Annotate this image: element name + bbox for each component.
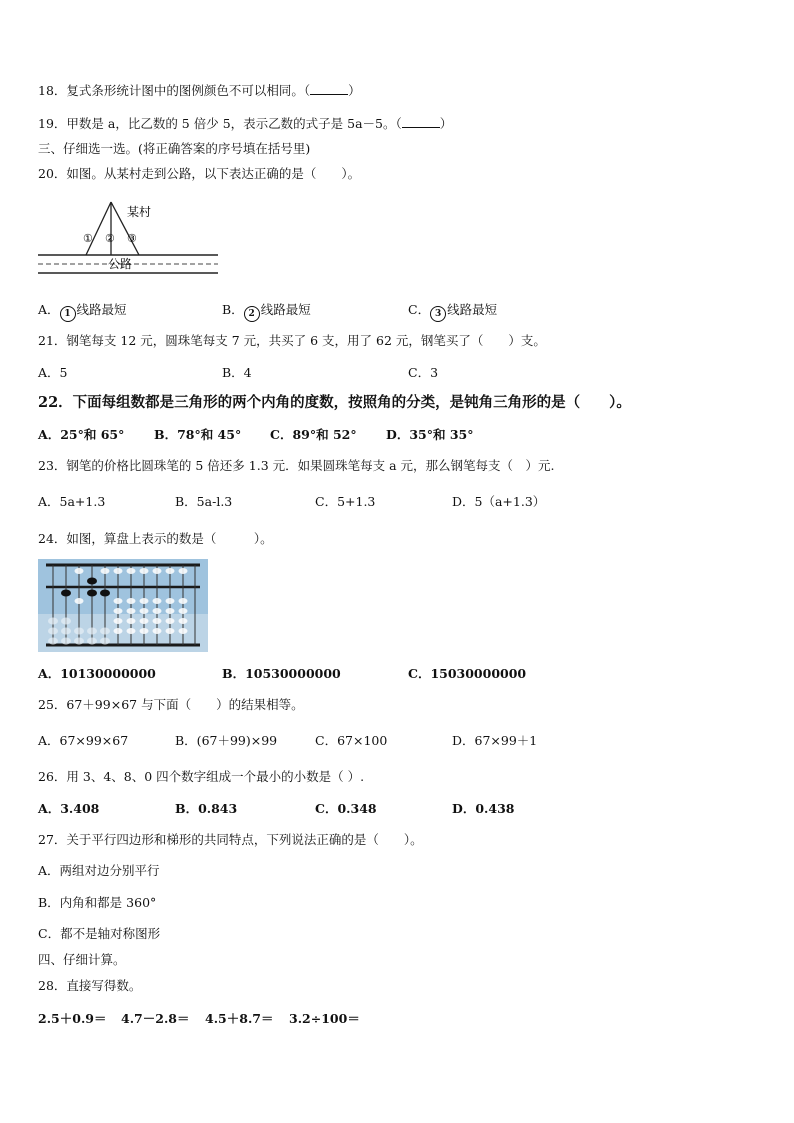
q20-option-a[interactable]: A． 1 线路最短 bbox=[38, 301, 127, 322]
q22-option-b[interactable]: B．78°和 45° bbox=[154, 427, 242, 442]
q22-option-c[interactable]: C．89°和 52° bbox=[270, 427, 357, 442]
section-3-heading: 三、仔细选一选。(将正确答案的序号填在括号里) bbox=[38, 141, 311, 156]
route-2-label: ② bbox=[105, 232, 115, 245]
q23-option-b[interactable]: B．5a-l.3 bbox=[175, 494, 233, 509]
question-19 bbox=[38, 115, 452, 133]
route-1-line bbox=[86, 202, 111, 255]
q27-option-a[interactable]: A．两组对边分别平行 bbox=[38, 863, 160, 878]
calc-item: 4.5＋8.7＝ bbox=[205, 1011, 274, 1026]
question-18 bbox=[38, 82, 361, 100]
circled-3-icon: 3 bbox=[430, 306, 446, 322]
q24-option-c[interactable]: C．15030000000 bbox=[408, 666, 527, 681]
calc-item: 2.5＋0.9＝ bbox=[38, 1011, 107, 1026]
question-19-close: ） bbox=[439, 116, 453, 131]
question-18-text: 18．复式条形统计图中的图例颜色不可以相同。（ bbox=[38, 83, 311, 98]
question-19-text: 19．甲数是 a，比乙数的 5 倍少 5，表示乙数的式子是 5a－5。（ bbox=[38, 116, 402, 131]
q20-option-c[interactable]: C． 3 线路最短 bbox=[408, 301, 497, 322]
q25-option-b[interactable]: B．(67＋99)×99 bbox=[175, 733, 278, 748]
q21-option-a[interactable]: A．5 bbox=[38, 365, 68, 380]
question-24-text: 24．如图，算盘上表示的数是（ ）。 bbox=[38, 531, 273, 546]
road-label: 公路 bbox=[108, 257, 133, 271]
question-26-text: 26．用 3、4、8、0 四个数字组成一个最小的小数是（ ）. bbox=[38, 769, 365, 784]
question-25-text: 25．67＋99×67 与下面（ ）的结果相等。 bbox=[38, 697, 304, 712]
q27-option-c[interactable]: C．都不是轴对称图形 bbox=[38, 926, 161, 941]
calc-item: 4.7－2.8＝ bbox=[121, 1011, 190, 1026]
q26-option-b[interactable]: B．0.843 bbox=[175, 801, 238, 816]
q21-option-c[interactable]: C．3 bbox=[408, 365, 439, 380]
question-18-close: ） bbox=[348, 83, 361, 98]
q23-option-a[interactable]: A．5a+1.3 bbox=[38, 494, 106, 509]
route-3-label: ③ bbox=[127, 232, 137, 245]
route-diagram bbox=[36, 200, 226, 280]
circled-1-icon: 1 bbox=[60, 306, 76, 322]
q21-option-b[interactable]: B．4 bbox=[222, 365, 252, 380]
q27-option-b[interactable]: B．内角和都是 360° bbox=[38, 895, 157, 910]
question-21-text: 21．钢笔每支 12 元，圆珠笔每支 7 元，共买了 6 支，用了 62 元，钢笔买了（ ）支。 bbox=[38, 333, 546, 348]
q24-option-a[interactable]: A．10130000000 bbox=[38, 666, 156, 681]
q23-option-c[interactable]: C．5+1.3 bbox=[315, 494, 376, 509]
answer-blank-19[interactable] bbox=[402, 115, 440, 128]
answer-blank-18[interactable] bbox=[310, 82, 348, 95]
section-4-heading: 四、仔细计算。 bbox=[38, 952, 126, 967]
abacus-image bbox=[38, 559, 208, 652]
q22-option-a[interactable]: A．25°和 65° bbox=[38, 427, 125, 442]
q26-option-d[interactable]: D．0.438 bbox=[452, 801, 515, 816]
question-28-text: 28．直接写得数。 bbox=[38, 978, 142, 993]
route-1-label: ① bbox=[83, 232, 93, 245]
village-label: 某村 bbox=[127, 205, 152, 219]
q20-option-b[interactable]: B． 2 线路最短 bbox=[222, 301, 311, 322]
q25-option-a[interactable]: A．67×99×67 bbox=[38, 733, 129, 748]
q26-option-a[interactable]: A．3.408 bbox=[38, 801, 100, 816]
question-22-text: 22．下面每组数都是三角形的两个内角的度数，按照角的分类，是钝角三角形的是（ ）。 bbox=[38, 394, 631, 411]
q25-option-c[interactable]: C．67×100 bbox=[315, 733, 388, 748]
q26-option-c[interactable]: C．0.348 bbox=[315, 801, 377, 816]
q24-option-b[interactable]: B．10530000000 bbox=[222, 666, 341, 681]
q22-option-d[interactable]: D．35°和 35° bbox=[386, 427, 474, 442]
q25-option-d[interactable]: D．67×99＋1 bbox=[452, 733, 538, 748]
q23-option-d[interactable]: D．5（a+1.3） bbox=[452, 494, 546, 509]
question-20-text: 20．如图。从某村走到公路，以下表达正确的是（ ）。 bbox=[38, 166, 361, 181]
calc-item: 3.2÷100＝ bbox=[289, 1011, 360, 1026]
circled-2-icon: 2 bbox=[244, 306, 260, 322]
question-27-text: 27．关于平行四边形和梯形的共同特点，下列说法正确的是（ ）。 bbox=[38, 832, 423, 847]
question-23-text: 23．钢笔的价格比圆珠笔的 5 倍还多 1.3 元．如果圆珠笔每支 a 元，那么钢笔每支（ ）元. bbox=[38, 458, 555, 473]
